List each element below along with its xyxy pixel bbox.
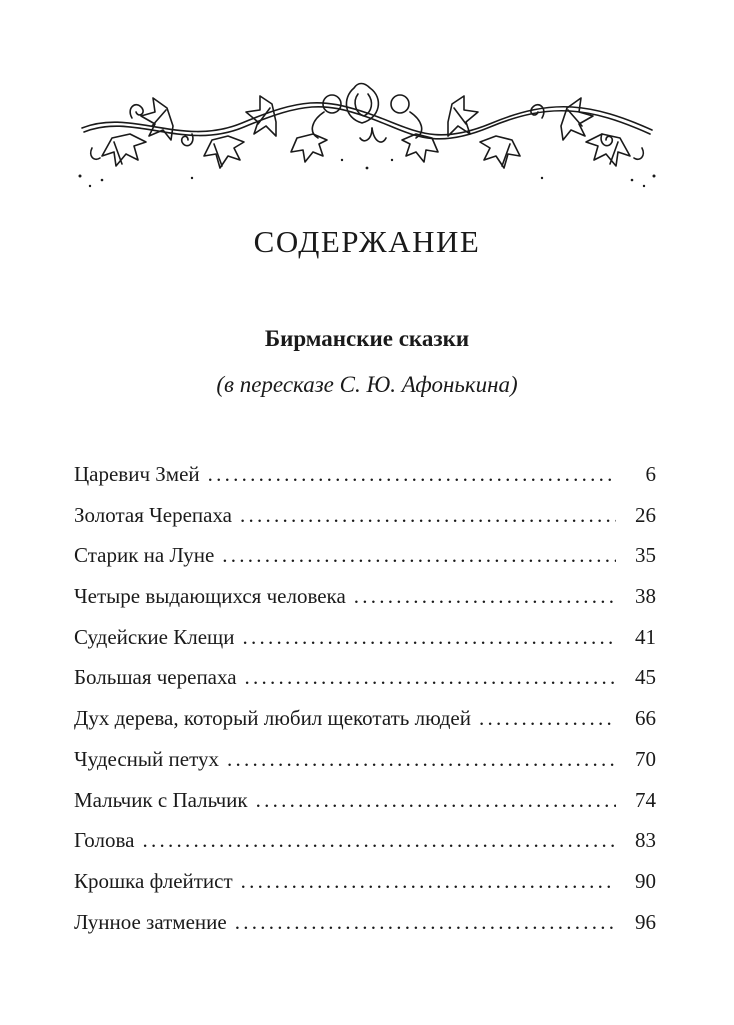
toc-entry[interactable] <box>74 495 656 536</box>
toc-entry[interactable] <box>74 902 656 943</box>
toc-entry-page: 74 <box>635 787 656 812</box>
toc-entry[interactable] <box>74 780 656 821</box>
toc-leader-dots <box>242 617 616 657</box>
toc-entry-title: Золотая Черепаха <box>74 502 233 527</box>
toc-entry[interactable] <box>74 576 656 617</box>
toc-entry-title: Судейские Клещи <box>74 624 235 649</box>
page-title: СОДЕРЖАНИЕ <box>253 224 481 259</box>
toc-entry-title: Мальчик с Пальчик <box>74 787 248 812</box>
toc-entry-title: Чудесный петух <box>74 746 219 771</box>
toc-entry-title: Лунное затмение <box>74 909 227 934</box>
toc-entry-page: 38 <box>635 584 656 609</box>
toc-entry-page: 35 <box>635 543 656 568</box>
toc-entry-page: 6 <box>645 462 656 486</box>
toc-entry-title: Дух дерева, который любил щекотать людей <box>74 706 471 731</box>
toc-entry-title: Старик на Луне <box>74 543 215 568</box>
toc-leader-dots <box>222 535 616 575</box>
toc-entry-title: Голова <box>74 828 135 853</box>
toc-leader-dots <box>354 576 616 616</box>
table-of-contents <box>74 454 656 942</box>
toc-leader-dots <box>142 820 616 860</box>
toc-leader-dots <box>240 495 616 535</box>
toc-leader-dots <box>241 861 616 901</box>
toc-leader-dots <box>227 739 616 779</box>
toc-entry[interactable] <box>74 739 656 780</box>
toc-leader-dots <box>479 698 616 738</box>
toc-entry-title: Большая черепаха <box>74 665 237 690</box>
toc-entry-page: 66 <box>635 706 656 731</box>
toc-entry[interactable] <box>74 535 656 576</box>
section-subtitle: (в пересказе С. Ю. Афонькина) <box>216 372 518 397</box>
section-title: Бирманские сказки <box>264 326 470 351</box>
toc-entry-page: 96 <box>635 909 656 934</box>
toc-entry[interactable] <box>74 454 656 495</box>
toc-entry-title: Царевич Змей <box>74 462 200 486</box>
toc-entry-page: 90 <box>635 868 656 893</box>
toc-entry-title: Крошка флейтист <box>74 868 233 893</box>
toc-entry-page: 41 <box>635 624 656 649</box>
toc-entry-page: 83 <box>635 828 656 853</box>
toc-entry[interactable] <box>74 617 656 658</box>
toc-entry[interactable] <box>74 698 656 739</box>
toc-entry-page: 70 <box>635 746 656 771</box>
toc-leader-dots <box>256 780 616 820</box>
vine-leaves-ornament-icon <box>72 68 662 196</box>
toc-entry[interactable] <box>74 820 656 861</box>
toc-entry[interactable] <box>74 657 656 698</box>
toc-leader-dots <box>235 902 616 942</box>
toc-leader-dots <box>208 454 616 494</box>
toc-entry-page: 26 <box>635 502 656 527</box>
toc-entry[interactable] <box>74 861 656 902</box>
toc-entry-page: 45 <box>635 665 656 690</box>
toc-leader-dots <box>245 657 616 697</box>
toc-entry-title: Четыре выдающихся человека <box>74 584 346 609</box>
